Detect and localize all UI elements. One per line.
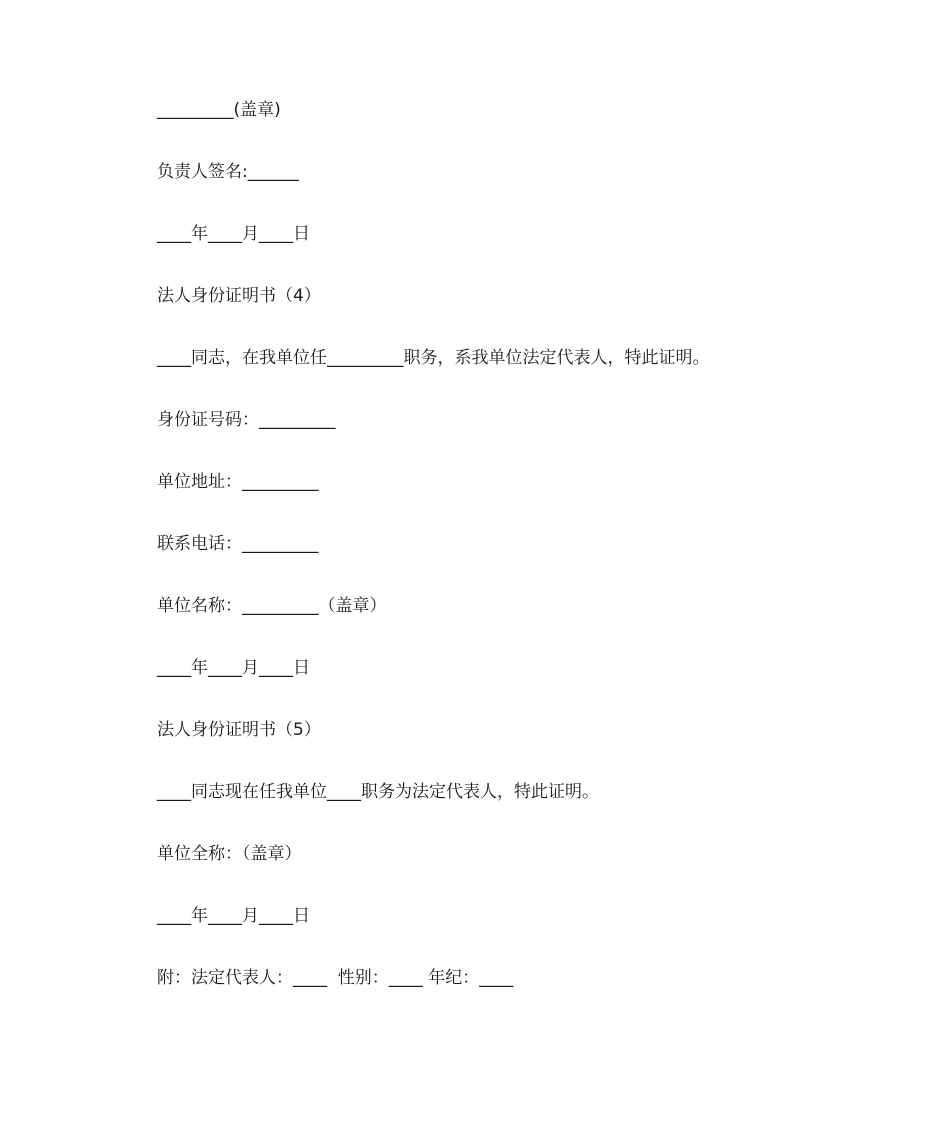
appendix-line: 附：法定代表人：____ 性别：____ 年纪：____ [157, 968, 514, 988]
id-number-field: 身份证号码：_________ [157, 410, 336, 430]
organization-full-name: 单位全称：（盖章） [157, 844, 302, 864]
section-heading-5: 法人身份证明书（5） [157, 720, 321, 740]
date-line: ____年____月____日 [157, 906, 310, 926]
signature-line: 负责人签名:______ [157, 162, 299, 182]
date-line: ____年____月____日 [157, 658, 310, 678]
phone-field: 联系电话：_________ [157, 534, 319, 554]
seal-line: _________(盖章) [157, 100, 281, 120]
certification-statement: ____同志现在任我单位____职务为法定代表人，特此证明。 [157, 782, 599, 802]
date-line: ____年____月____日 [157, 224, 310, 244]
section-heading-4: 法人身份证明书（4） [157, 286, 321, 306]
organization-name-field: 单位名称：_________（盖章） [157, 596, 387, 616]
address-field: 单位地址：_________ [157, 472, 319, 492]
certification-statement: ____同志，在我单位任_________职务，系我单位法定代表人，特此证明。 [157, 348, 710, 368]
